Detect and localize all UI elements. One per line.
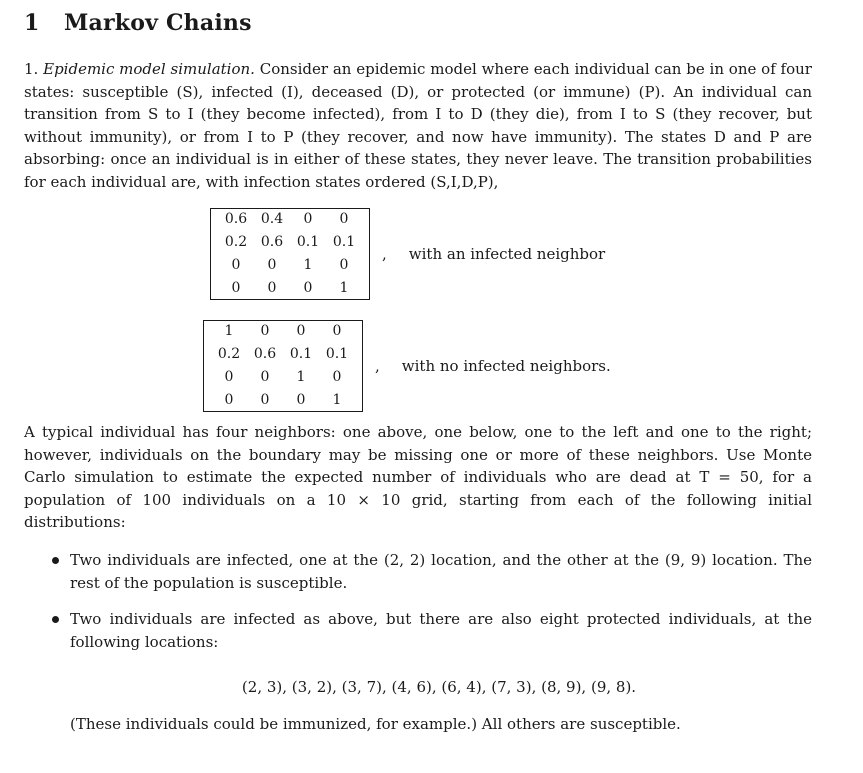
matrix-cell: 1	[303, 257, 313, 273]
matrix-table	[218, 208, 362, 300]
matrix-cell: 0	[339, 211, 349, 227]
problem-body: A typical individual has four neighbors: one above, one below, one to the left and one to the right; however, individuals on the boundary may be missing one or more of these neighbors. Use Monte Carlo simulation to estimate the expected number of individuals who are dead at T = 50, for a population of 100 individuals on a 10 × 10 grid, starting from each of the following initial distributions:	[24, 423, 812, 531]
list-item-text: Two individuals are infected as above, but there are also eight protected individuals, at the following locations:	[70, 610, 812, 651]
matrix-table	[211, 320, 355, 412]
matrix-cell: 0.6	[253, 346, 277, 362]
matrix-cell: 0	[224, 369, 234, 385]
matrix-row	[211, 320, 355, 343]
problem-intro-text: Consider an epidemic model where each individual can be in one of four states: susceptible (S), infected (I), deceased (D), or protected (or immune) (P). An individual can transition from S to I (they become infected), from I to D (they die), from I to S (they recover, but without immunity), or from I to P (they recover, and now have immunity). The states D and P are absorbing: once an individual is in either of these states, they never leave. The transition probabilities for each individual are, with infection states ordered (S,I,D,P),	[24, 60, 812, 191]
matrix-cell: 0	[267, 280, 277, 296]
list-item	[24, 608, 812, 653]
list-item-text: Two individuals are infected, one at the (2, 2) location, and the other at the (9, 9) location. The rest of the population is susceptible.	[70, 551, 812, 592]
bullet-icon	[52, 557, 59, 564]
matrix-cell: 0	[231, 280, 241, 296]
closing-note: (These individuals could be immunized, for example.) All others are susceptible.	[70, 715, 681, 733]
section-number: 1	[24, 10, 40, 36]
matrix-cell: 0	[267, 257, 277, 273]
matrix-cell: 0	[332, 369, 342, 385]
matrix-cell: 1	[296, 369, 306, 385]
matrix-punct: ,	[382, 245, 387, 263]
problem-intro	[24, 58, 812, 193]
matrix-cell: 0.2	[217, 346, 241, 362]
matrix-cell: 0	[224, 392, 234, 408]
matrix-cell: 0	[296, 323, 306, 339]
matrix-cell: 0.6	[224, 211, 248, 227]
matrix-cell: 0.1	[289, 346, 313, 362]
matrix-row	[211, 389, 355, 412]
matrix-cell: 0.1	[325, 346, 349, 362]
matrix-cell: 0	[332, 323, 342, 339]
matrix-row	[218, 254, 362, 277]
matrix-infected-neighbor	[210, 208, 605, 300]
problem-title: Epidemic model simulation.	[43, 60, 255, 78]
matrix-cell: 0.4	[260, 211, 284, 227]
matrix-cell: 1	[339, 280, 349, 296]
matrix-cell: 0	[339, 257, 349, 273]
list-item	[24, 549, 812, 594]
matrix-label: with an infected neighbor	[408, 245, 606, 263]
matrix-cell: 0.2	[224, 234, 248, 250]
matrix-cell: 1	[332, 392, 342, 408]
matrix-punct: ,	[375, 357, 380, 375]
matrix-row	[218, 208, 362, 231]
section-heading	[24, 10, 252, 36]
matrix-row	[218, 277, 362, 300]
matrix-cell: 0	[303, 211, 313, 227]
matrix-row	[218, 231, 362, 254]
matrix-cell: 0	[296, 392, 306, 408]
matrix-cell: 0	[260, 323, 270, 339]
matrix-cell: 0	[260, 369, 270, 385]
matrix-label: with no infected neighbors.	[401, 357, 611, 375]
matrix-cell: 0	[260, 392, 270, 408]
initial-distributions-list	[24, 549, 812, 653]
matrix-cell: 1	[224, 323, 234, 339]
matrix-row	[211, 366, 355, 389]
matrix-row	[211, 343, 355, 366]
section-title: Markov Chains	[64, 10, 252, 36]
problem-number: 1.	[24, 60, 39, 78]
matrix-cell: 0	[231, 257, 241, 273]
transition-matrix	[203, 320, 363, 412]
matrix-cell: 0.1	[296, 234, 320, 250]
protected-locations: (2, 3), (3, 2), (3, 7), (4, 6), (6, 4), (7, 3), (8, 9), (9, 8).	[241, 678, 637, 696]
matrix-cell: 0.6	[260, 234, 284, 250]
matrix-no-infected-neighbors	[203, 320, 611, 412]
transition-matrix	[210, 208, 370, 300]
matrix-cell: 0.1	[332, 234, 356, 250]
matrix-cell: 0	[303, 280, 313, 296]
bullet-icon	[52, 616, 59, 623]
